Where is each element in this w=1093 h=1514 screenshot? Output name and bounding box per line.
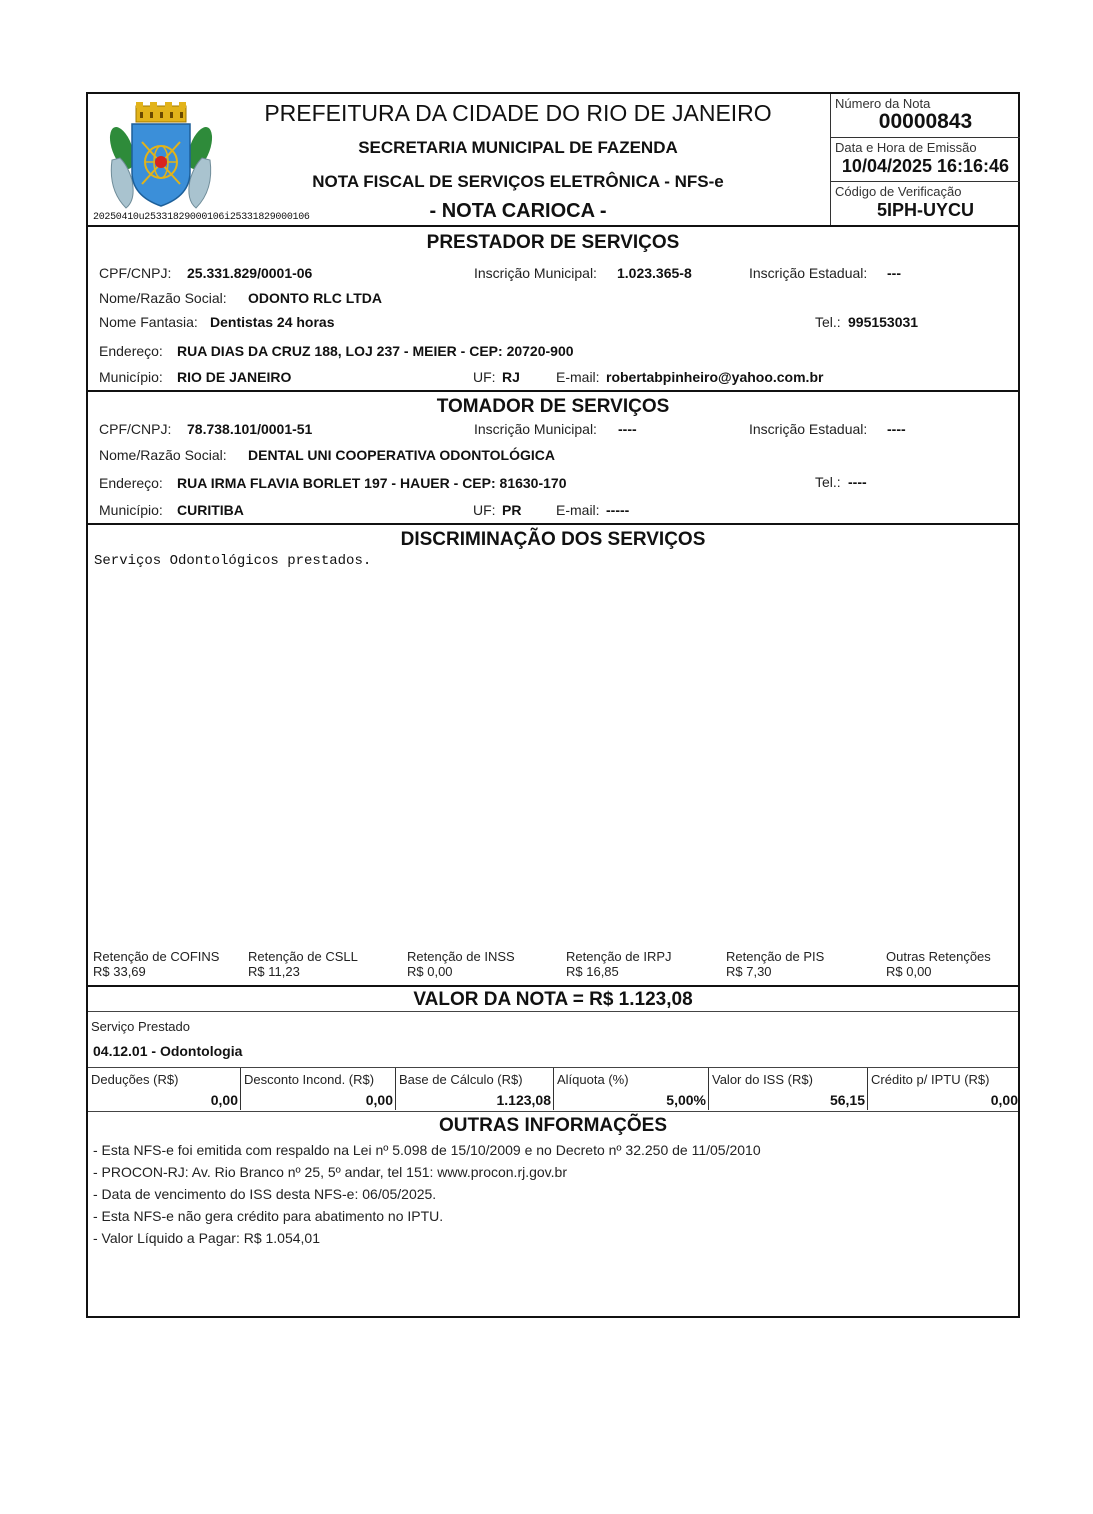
document-type: NOTA FISCAL DE SERVIÇOS ELETRÔNICA - NFS-e (312, 172, 724, 191)
service-provided-value: 04.12.01 - Odontologia (93, 1043, 243, 1059)
other-info-line: - Valor Líquido a Pagar: R$ 1.054,01 (93, 1230, 321, 1246)
provider-im-label: Inscrição Municipal: (474, 265, 597, 281)
department-subtitle: SECRETARIA MUNICIPAL DE FAZENDA (358, 138, 678, 157)
provider-email-label: E-mail: (556, 369, 600, 385)
retention-inss (407, 949, 515, 979)
iptu-credit-label: Crédito p/ IPTU (R$) (871, 1072, 990, 1087)
customer-email-label: E-mail: (556, 502, 600, 518)
provider-city: RIO DE JANEIRO (177, 369, 292, 385)
customer-section-title: TOMADOR DE SERVIÇOS (436, 396, 670, 417)
services-description-title: DISCRIMINAÇÃO DOS SERVIÇOS (400, 529, 706, 550)
provider-city-label: Município: (99, 369, 163, 385)
customer-ie: ---- (887, 421, 906, 437)
other-info-title: OUTRAS INFORMAÇÕES (439, 1115, 667, 1136)
retention-value: R$ 16,85 (566, 964, 619, 979)
deductions-label: Deduções (R$) (91, 1072, 179, 1087)
customer-section (88, 390, 1018, 523)
verification-code-label: Código de Verificação (835, 184, 962, 199)
retention-label: Retenção de INSS (407, 949, 515, 964)
tax-values-row (88, 1067, 1018, 1111)
retention-value: R$ 7,30 (726, 964, 772, 979)
deductions-value: 0,00 (210, 1092, 238, 1108)
customer-address-label: Endereço: (99, 475, 163, 491)
customer-name: DENTAL UNI COOPERATIVA ODONTOLÓGICA (248, 447, 555, 463)
retention-value: R$ 33,69 (93, 964, 146, 979)
tax-base-cell (396, 1068, 554, 1110)
provider-name-label: Nome/Razão Social: (99, 290, 227, 306)
provider-name: ODONTO RLC LTDA (248, 290, 383, 306)
provider-phone-label: Tel.: (815, 314, 841, 330)
customer-city-label: Município: (99, 502, 163, 518)
provider-email: robertabpinheiro@yahoo.com.br (606, 369, 824, 385)
customer-im-label: Inscrição Municipal: (474, 421, 597, 437)
provider-section (88, 225, 1018, 390)
provider-state: RJ (502, 369, 520, 385)
invoice-total-section (88, 985, 1018, 1011)
tax-base-value: 1.123,08 (496, 1092, 551, 1108)
discount-cell (241, 1068, 396, 1110)
customer-phone: ---- (848, 474, 867, 490)
services-description-section (88, 523, 1018, 985)
provider-cnpj-label: CPF/CNPJ: (99, 265, 172, 281)
retention-others (886, 949, 991, 979)
retention-value: R$ 0,00 (407, 964, 453, 979)
deductions-cell (88, 1068, 241, 1110)
discount-value: 0,00 (365, 1092, 393, 1108)
document-header (88, 94, 1018, 226)
iptu-credit-cell (868, 1068, 1020, 1110)
other-info-line: - Data de vencimento do ISS desta NFS-e: 06/05/2025. (93, 1186, 437, 1202)
verification-code-value: 5IPH-UYCU (876, 200, 974, 220)
iptu-credit-value: 0,00 (990, 1092, 1018, 1108)
city-hall-title: PREFEITURA DA CIDADE DO RIO DE JANEIRO (264, 100, 772, 126)
customer-ie-label: Inscrição Estadual: (749, 421, 868, 437)
services-description-text: Serviços Odontológicos prestados. (94, 553, 372, 569)
verification-code-box (830, 182, 1020, 226)
provider-ie-label: Inscrição Estadual: (749, 265, 868, 281)
barcode-text: 20250410u25331829000106i25331829000106 (93, 212, 310, 223)
retention-label: Outras Retenções (886, 949, 991, 964)
retention-label: Retenção de IRPJ (566, 949, 672, 964)
iss-value-label: Valor do ISS (R$) (712, 1072, 813, 1087)
retention-irpj (566, 949, 672, 979)
customer-im: ---- (618, 421, 637, 437)
retention-cofins (93, 949, 219, 979)
invoice-total: VALOR DA NOTA = R$ 1.123,08 (413, 989, 693, 1010)
invoice-number-value: 00000843 (878, 110, 973, 133)
provider-ie: --- (887, 265, 901, 281)
customer-cnpj-label: CPF/CNPJ: (99, 421, 172, 437)
retention-label: Retenção de PIS (726, 949, 825, 964)
provider-section-title: PRESTADOR DE SERVIÇOS (426, 232, 680, 253)
customer-state-label: UF: (473, 502, 496, 518)
issue-date-value: 10/04/2025 16:16:46 (841, 156, 1010, 176)
retention-pis (726, 949, 824, 979)
service-provided-section (88, 1011, 1018, 1067)
retention-label: Retenção de COFINS (93, 949, 220, 964)
invoice-number-label: Número da Nota (835, 96, 931, 111)
provider-state-label: UF: (473, 369, 496, 385)
customer-state: PR (502, 502, 522, 518)
issue-date-box (830, 138, 1020, 182)
service-provided-label: Serviço Prestado (91, 1019, 190, 1034)
customer-city: CURITIBA (177, 502, 244, 518)
retention-value: R$ 11,23 (248, 964, 300, 979)
other-info-section (88, 1111, 1018, 1318)
tax-rate-cell (554, 1068, 709, 1110)
issue-date-label: Data e Hora de Emissão (835, 140, 977, 155)
other-info-line: - Esta NFS-e foi emitida com respaldo na Lei nº 5.098 de 15/10/2009 e no Decreto nº 32.250 de 11/05/2010 (93, 1142, 761, 1158)
retention-csll (248, 949, 358, 979)
nfse-document (86, 92, 1020, 1318)
iss-value-cell (709, 1068, 868, 1110)
discount-label: Desconto Incond. (R$) (244, 1072, 375, 1087)
tax-rate-label: Alíquota (%) (557, 1072, 629, 1087)
retention-value: R$ 0,00 (886, 964, 932, 979)
customer-phone-label: Tel.: (815, 474, 841, 490)
customer-cnpj: 78.738.101/0001-51 (187, 421, 313, 437)
iss-value-value: 56,15 (829, 1092, 865, 1108)
other-info-line: - Esta NFS-e não gera crédito para abatimento no IPTU. (93, 1208, 444, 1224)
nota-carioca-brand: - NOTA CARIOCA - (429, 200, 607, 222)
customer-name-label: Nome/Razão Social: (99, 447, 227, 463)
provider-im: 1.023.365-8 (617, 265, 692, 281)
provider-address: RUA DIAS DA CRUZ 188, LOJ 237 - MEIER - CEP: 20720-900 (177, 343, 574, 359)
tax-rate-value: 5,00% (666, 1092, 706, 1108)
tax-base-label: Base de Cálculo (R$) (399, 1072, 523, 1087)
customer-email: ----- (606, 502, 630, 518)
provider-trade-name-label: Nome Fantasia: (99, 314, 198, 330)
customer-address: RUA IRMA FLAVIA BORLET 197 - HAUER - CEP: 81630-170 (177, 475, 567, 491)
provider-address-label: Endereço: (99, 343, 163, 359)
rio-de-janeiro-coat-of-arms-icon (106, 100, 216, 212)
other-info-line: - PROCON-RJ: Av. Rio Branco nº 25, 5º andar, tel 151: www.procon.rj.gov.br (93, 1164, 567, 1180)
retention-label: Retenção de CSLL (248, 949, 358, 964)
provider-trade-name: Dentistas 24 horas (210, 314, 335, 330)
invoice-number-box (830, 94, 1020, 138)
provider-phone: 995153031 (848, 314, 919, 330)
provider-cnpj: 25.331.829/0001-06 (187, 265, 313, 281)
